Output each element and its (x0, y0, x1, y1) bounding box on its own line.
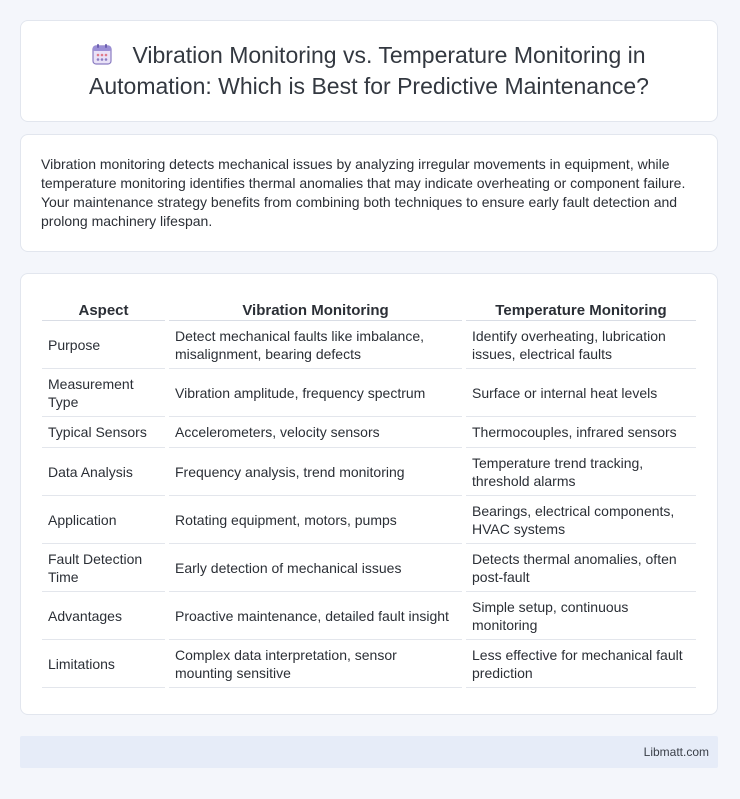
row-aspect: Typical Sensors (42, 417, 165, 448)
table-row (42, 321, 696, 369)
table-row (42, 544, 696, 592)
row-vibration: Early detection of mechanical issues (169, 544, 462, 592)
table-row (42, 496, 696, 544)
row-aspect: Limitations (42, 640, 165, 688)
header-aspect: Aspect (42, 293, 165, 321)
table-row (42, 369, 696, 417)
table-header-row (42, 293, 696, 321)
table-row (42, 592, 696, 640)
row-temperature: Identify overheating, lubrication issues, electrical faults (466, 321, 696, 369)
row-aspect: Fault Detection Time (42, 544, 165, 592)
footer-brand[interactable]: Libmatt.com (643, 745, 709, 759)
row-aspect: Data Analysis (42, 448, 165, 496)
page-title (21, 40, 717, 102)
row-aspect: Purpose (42, 321, 165, 369)
row-vibration: Vibration amplitude, frequency spectrum (169, 369, 462, 417)
header-vibration: Vibration Monitoring (169, 293, 462, 321)
footer-bar (20, 736, 718, 768)
row-aspect: Application (42, 496, 165, 544)
intro-paragraph: Vibration monitoring detects mechanical issues by analyzing irregular movements in equipment, while temperature monitoring identifies thermal anomalies that may indicate overheating or component failure. Your maintenance strategy benefits from combining both techniques to ensure early fault detection and prolong machinery lifespan. (41, 156, 686, 229)
row-vibration: Detect mechanical faults like imbalance, misalignment, bearing defects (169, 321, 462, 369)
row-vibration: Complex data interpretation, sensor mounting sensitive (169, 640, 462, 688)
row-temperature: Thermocouples, infrared sensors (466, 417, 696, 448)
row-aspect: Advantages (42, 592, 165, 640)
row-vibration: Rotating equipment, motors, pumps (169, 496, 462, 544)
row-vibration: Frequency analysis, trend monitoring (169, 448, 462, 496)
table-row (42, 448, 696, 496)
row-temperature: Detects thermal anomalies, often post-fault (466, 544, 696, 592)
comparison-table (42, 293, 696, 688)
table-row (42, 417, 696, 448)
row-temperature: Temperature trend tracking, threshold alarms (466, 448, 696, 496)
row-temperature: Surface or internal heat levels (466, 369, 696, 417)
comparison-card (20, 273, 718, 715)
row-temperature: Less effective for mechanical fault prediction (466, 640, 696, 688)
row-aspect: Measurement Type (42, 369, 165, 417)
row-vibration: Accelerometers, velocity sensors (169, 417, 462, 448)
calendar-icon (92, 42, 112, 64)
page-title-text: Vibration Monitoring vs. Temperature Monitoring in Automation: Which is Best for Predictive Maintenance? (89, 42, 649, 99)
header-temperature: Temperature Monitoring (466, 293, 696, 321)
row-temperature: Bearings, electrical components, HVAC systems (466, 496, 696, 544)
intro-card (20, 134, 718, 252)
row-temperature: Simple setup, continuous monitoring (466, 592, 696, 640)
table-row (42, 640, 696, 688)
title-card (20, 20, 718, 122)
row-vibration: Proactive maintenance, detailed fault insight (169, 592, 462, 640)
